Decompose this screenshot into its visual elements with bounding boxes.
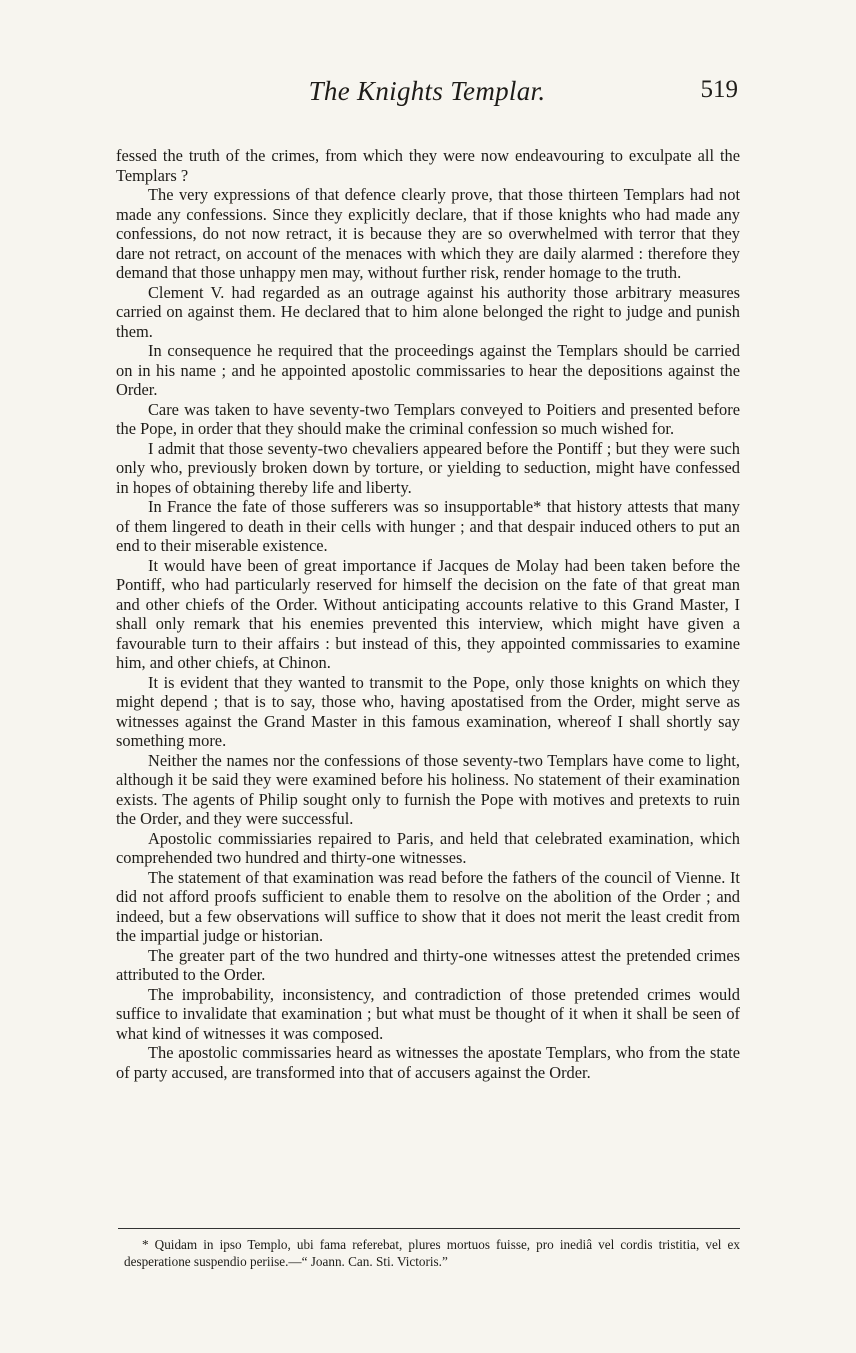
running-title: The Knights Templar. [308, 76, 546, 106]
paragraph: Clement V. had regarded as an outrage against his authority those arbitrary measures carried on against them. He declared that to him alone belonged the right to judge and punish them. [116, 282, 740, 341]
page-header [114, 76, 740, 116]
body-text [116, 146, 740, 1082]
paragraph: The greater part of the two hundred and thirty-one witnesses attest the pretended crimes attributed to the Order. [116, 945, 740, 984]
paragraph: The very expressions of that defence clearly prove, that those thirteen Templars had not made any confessions. Since they explicitly declare, that if those knights who had made any confessions, do not now retract, it is because they are so overwhelmed with terror that they dare not retract, on account of the menaces with which they are daily alarmed : therefore they demand that those unhappy men may, without further risk, render homage to the truth. [116, 185, 740, 282]
paragraph: It is evident that they wanted to transmit to the Pope, only those knights on which they might depend ; that is to say, those who, having apostatised from the Order, might serve as witnesses against the Grand Master in this famous examination, whereof I shall shortly say something more. [116, 672, 740, 750]
page-number: 519 [700, 76, 738, 103]
paragraph: In consequence he required that the proceedings against the Templars should be carried on in his name ; and he appointed apostolic commissaries to hear the depositions against the Order. [116, 341, 740, 399]
paragraph: Neither the names nor the confessions of those seventy-two Templars have come to light, although it be said they were examined before his holiness. No statement of their examination exists. The agents of Philip sought only to furnish the Pope with motives and pretexts to ruin the Order, and they were successful. [116, 750, 740, 828]
paragraph: The statement of that examination was read before the fathers of the council of Vienne. It did not afford proofs sufficient to enable them to resolve on the abolition of the Order ; and indeed, but a few observations will suffice to show that it does not merit the least credit from the impartial judge or historian. [116, 867, 740, 945]
paragraph: Care was taken to have seventy-two Templars conveyed to Poitiers and presented before the Pope, in order that they should make the criminal confession so much wished for. [116, 399, 740, 438]
paragraph: fessed the truth of the crimes, from which they were now endeavouring to exculpate all the Templars ? [116, 146, 740, 185]
paragraph: It would have been of great importance if Jacques de Molay had been taken before the Pontiff, who had particularly reserved for himself the decision on the fate of that great man and other chiefs of the Order. Without anticipating accounts relative to this Grand Master, I shall only remark that his enemies prevented this interview, which might have given a favourable turn to their affairs : but instead of this, they appointed commissaries to examine him, and other chiefs, at Chinon. [116, 555, 740, 672]
paragraph: Apostolic commissiaries repaired to Paris, and held that celebrated examination, which comprehended two hundred and thirty-one witnesses. [116, 828, 740, 867]
paragraph: In France the fate of those sufferers was so insupportable* that history attests that many of them lingered to death in their cells with hunger ; and that despair induced others to put an end to their miserable existence. [116, 497, 740, 555]
paragraph: The improbability, inconsistency, and contradiction of those pretended crimes would suffice to invalidate that examination ; but what must be thought of it when it shall be seen of what kind of witnesses it was composed. [116, 984, 740, 1043]
paragraph: I admit that those seventy-two chevaliers appeared before the Pontiff ; but they were such only who, previously broken down by torture, or yielding to seduction, might have confessed in hopes of obtaining thereby life and liberty. [116, 438, 740, 497]
footnote: * Quidam in ipso Templo, ubi fama referebat, plures mortuos fuisse, pro inediâ vel cordis tristitia, vel ex desperatione suspendio periise.—“ Joann. Can. Sti. Victoris.” [124, 1237, 740, 1269]
footnote-divider [118, 1228, 740, 1229]
paragraph: The apostolic commissaries heard as witnesses the apostate Templars, who from the state of party accused, are transformed into that of accusers against the Order. [116, 1043, 740, 1082]
